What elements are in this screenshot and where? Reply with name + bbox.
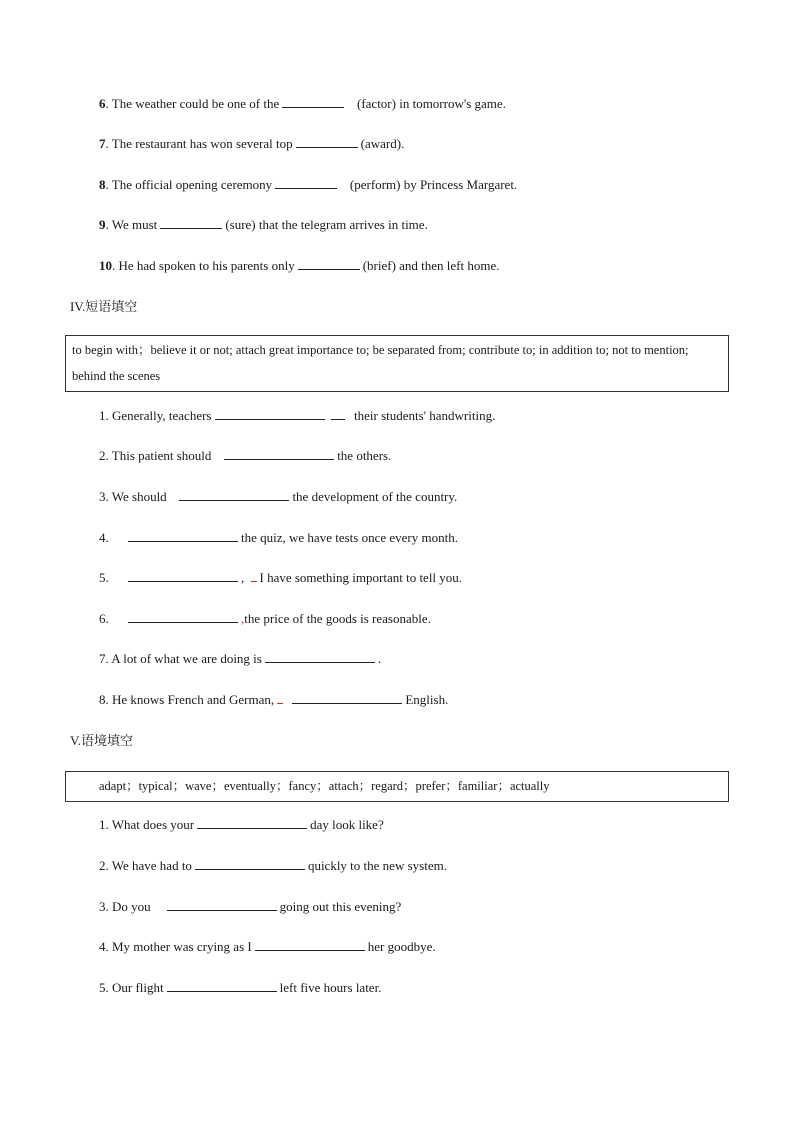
exercise-item: 1. What does your day look like? — [99, 817, 384, 832]
item-number: 7 — [99, 136, 106, 151]
item-text: the price of the goods is reasonable. — [244, 611, 431, 626]
item-text: English. — [405, 692, 449, 707]
item-text: He had spoken to his parents only — [118, 258, 295, 273]
phrase-bank-box: to begin with；believe it or not; attach great importance to; be separated from; contribute to; in addition to; not to mention; behind the scenes — [65, 335, 729, 392]
item-text: going out this evening? — [279, 899, 402, 914]
item-text: quickly to the new system. — [307, 858, 447, 873]
answer-blank[interactable] — [298, 258, 360, 270]
exercise-item: 10. He had spoken to his parents only (brief) and then left home. — [99, 258, 500, 273]
item-text: My mother was crying as I — [112, 939, 252, 954]
answer-blank-extra[interactable] — [251, 570, 257, 582]
exercise-item: 8. The official opening ceremony (perform) by Princess Margaret. — [99, 177, 518, 192]
answer-blank[interactable] — [167, 980, 277, 992]
item-number: 3 — [99, 489, 106, 504]
item-number: 6 — [99, 611, 106, 626]
section-heading-phrases: IV.短语填空 — [70, 299, 138, 314]
item-number: 4 — [99, 939, 106, 954]
answer-blank[interactable] — [167, 899, 277, 911]
word-bank-box: adapt；typical；wave；eventually；fancy；attach；regard；prefer；familiar；actually — [65, 771, 729, 802]
item-text: her goodbye. — [367, 939, 436, 954]
answer-blank-extra[interactable] — [277, 692, 283, 704]
item-text: A lot of what we are doing is — [111, 651, 262, 666]
exercise-item: 5. , I have something important to tell you. — [99, 570, 463, 585]
item-text: (factor) in tomorrow's game. — [357, 96, 506, 111]
exercise-item: 4. the quiz, we have tests once every month. — [99, 530, 458, 545]
item-number: 1 — [99, 408, 106, 423]
item-number: 7 — [99, 651, 106, 666]
item-text: left five hours later. — [279, 980, 382, 995]
item-text: Do you — [112, 899, 151, 914]
item-text: (brief) and then left home. — [362, 258, 500, 273]
item-number: 2 — [99, 858, 106, 873]
item-number: 5 — [99, 570, 106, 585]
item-text: What does your — [111, 817, 195, 832]
item-number: 3 — [99, 899, 106, 914]
item-text: The restaurant has won several top — [111, 136, 293, 151]
answer-blank[interactable] — [128, 611, 238, 623]
answer-blank[interactable] — [224, 448, 334, 460]
answer-blank[interactable] — [128, 530, 238, 542]
item-text: We should — [111, 489, 167, 504]
item-text: The weather could be one of the — [111, 96, 280, 111]
answer-blank[interactable] — [292, 692, 402, 704]
item-number: 8 — [99, 177, 106, 192]
item-text: The official opening ceremony — [111, 177, 273, 192]
answer-blank[interactable] — [255, 939, 365, 951]
item-text: (sure) that the telegram arrives in time. — [225, 217, 428, 232]
answer-blank[interactable] — [282, 96, 344, 108]
item-text: Our flight — [112, 980, 164, 995]
exercise-item: 3. We should the development of the country. — [99, 489, 458, 504]
item-number: 1 — [99, 817, 106, 832]
answer-blank[interactable] — [197, 817, 307, 829]
item-text: . — [377, 651, 382, 666]
item-text: day look like? — [310, 817, 384, 832]
item-text: their students' handwriting. — [354, 408, 496, 423]
item-number: 2 — [99, 448, 106, 463]
exercise-item: 7. The restaurant has won several top (award). — [99, 136, 405, 151]
exercise-item: 2. This patient should the others. — [99, 448, 392, 463]
item-text: We must — [111, 217, 158, 232]
exercise-item: 5. Our flight left five hours later. — [99, 980, 382, 995]
answer-blank[interactable] — [160, 217, 222, 229]
item-text: (award). — [360, 136, 405, 151]
exercise-item: 1. Generally, teachers their students' handwriting. — [99, 408, 496, 423]
answer-blank-extra[interactable] — [331, 408, 345, 420]
exercise-item: 9. We must (sure) that the telegram arrives in time. — [99, 217, 428, 232]
answer-blank[interactable] — [296, 136, 358, 148]
exercise-item: 6. The weather could be one of the (factor) in tomorrow's game. — [99, 96, 506, 111]
item-text: I have something important to tell you. — [259, 570, 463, 585]
exercise-item: 4. My mother was crying as I her goodbye. — [99, 939, 436, 954]
item-text: (perform) by Princess Margaret. — [349, 177, 518, 192]
item-text: We have had to — [111, 858, 192, 873]
exercise-item: 6. ,the price of the goods is reasonable. — [99, 611, 431, 626]
answer-blank[interactable] — [179, 489, 289, 501]
item-text: the quiz, we have tests once every month. — [241, 530, 458, 545]
item-text: the development of the country. — [292, 489, 458, 504]
exercise-item: 7. A lot of what we are doing is . — [99, 651, 382, 666]
item-number: 5 — [99, 980, 106, 995]
item-text: This patient should — [111, 448, 212, 463]
item-text: the others. — [337, 448, 392, 463]
answer-blank[interactable] — [265, 651, 375, 663]
answer-blank[interactable] — [128, 570, 238, 582]
item-text: He knows French and German, — [112, 692, 275, 707]
item-number: 9 — [99, 217, 106, 232]
item-number: 4 — [99, 530, 106, 545]
section-heading-context: V.语境填空 — [70, 733, 133, 748]
item-number: 8 — [99, 692, 106, 707]
exercise-item: 2. We have had to quickly to the new system. — [99, 858, 447, 873]
exercise-item: 3. Do you going out this evening? — [99, 899, 402, 914]
exercise-item: 8. He knows French and German, English. — [99, 692, 449, 707]
item-text: Generally, teachers — [112, 408, 212, 423]
answer-blank[interactable] — [215, 408, 325, 420]
answer-blank[interactable] — [275, 177, 337, 189]
item-number: 6 — [99, 96, 106, 111]
answer-blank[interactable] — [195, 858, 305, 870]
item-number: 10 — [99, 258, 112, 273]
